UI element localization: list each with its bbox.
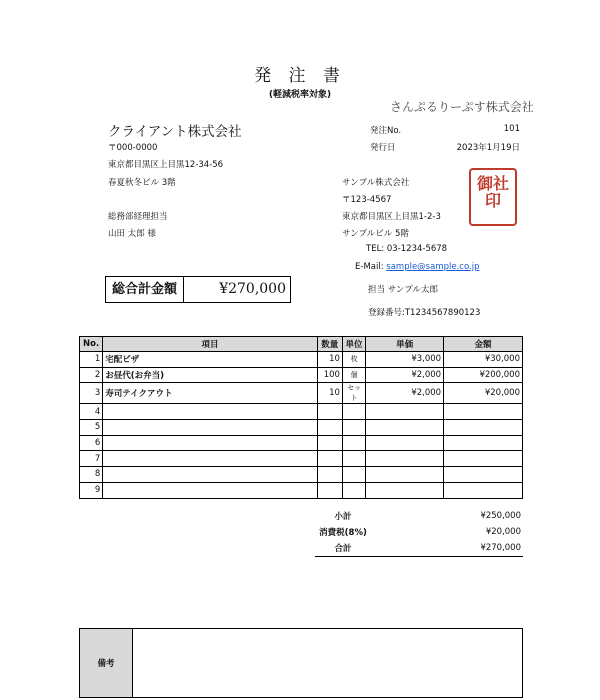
row-unit: 枚 [342, 352, 365, 368]
row-price [366, 451, 444, 467]
row-qty [317, 482, 342, 498]
table-row [80, 383, 523, 404]
row-item: お昼代(お弁当) [103, 367, 317, 383]
row-amount [444, 404, 523, 420]
date-label: 発行日 [370, 143, 396, 153]
subtotal-label: 小計 [334, 512, 352, 522]
table-row [80, 435, 523, 451]
order-no: 101 [503, 124, 520, 134]
row-item [103, 467, 317, 483]
table-row [80, 367, 523, 383]
tax-label: 消費税(8%) [319, 528, 367, 538]
email-link[interactable]: sample@sample.co.jp [386, 262, 480, 272]
row-item: 宅配ピザ [103, 352, 317, 368]
row-unit [342, 435, 365, 451]
row-item [103, 420, 317, 436]
supplier-contact: 担当 サンプル太郎 [368, 285, 438, 295]
tax-value: ¥20,000 [485, 527, 521, 537]
client-dept: 総務部経理担当 [108, 212, 168, 222]
grand-total-value: ¥270,000 [219, 281, 286, 297]
items-header-row [80, 337, 523, 352]
row-no: 6 [80, 435, 103, 451]
row-item [103, 435, 317, 451]
row-qty [317, 435, 342, 451]
supplier-address2: サンプルビル 5階 [342, 229, 409, 239]
total-value: ¥270,000 [371, 540, 523, 557]
row-price: ¥2,000 [366, 383, 444, 404]
supplier-postal: 〒123-4567 [342, 195, 392, 205]
registration-number: 登録番号:T1234567890123 [368, 308, 481, 318]
row-price [366, 435, 444, 451]
row-price [366, 482, 444, 498]
client-postal: 〒000-0000 [108, 143, 158, 153]
row-no: 7 [80, 451, 103, 467]
table-row [80, 467, 523, 483]
row-qty [317, 451, 342, 467]
document-title: 発 注 書 [254, 66, 346, 86]
remarks-label: 備考 [80, 629, 133, 697]
row-amount [444, 482, 523, 498]
grand-total-label: 総合計金額 [106, 277, 184, 302]
table-row [80, 352, 523, 368]
row-no: 9 [80, 482, 103, 498]
row-item [103, 451, 317, 467]
header-no: No. [80, 337, 103, 352]
issuer-company: さんぷるりーぷす株式会社 [390, 100, 534, 114]
row-price [366, 420, 444, 436]
table-row [80, 420, 523, 436]
row-qty: 100 [317, 367, 342, 383]
items-table [79, 336, 523, 499]
supplier-name: サンプル株式会社 [342, 178, 410, 188]
row-price: ¥3,000 [366, 352, 444, 368]
remarks-box [79, 628, 523, 698]
header-unit: 単位 [342, 337, 365, 352]
row-qty [317, 467, 342, 483]
row-unit: セット [342, 383, 365, 404]
table-row [80, 482, 523, 498]
row-amount: ¥20,000 [444, 383, 523, 404]
client-address2: 春夏秋冬ビル 3階 [108, 178, 176, 188]
header-price: 単価 [366, 337, 444, 352]
company-stamp: 御社印 [469, 168, 517, 226]
issue-date: 2023年1月19日 [456, 143, 520, 153]
row-unit [342, 404, 365, 420]
row-no: 5 [80, 420, 103, 436]
row-item [103, 404, 317, 420]
row-qty [317, 404, 342, 420]
row-unit: 個 [342, 367, 365, 383]
remarks-content[interactable] [133, 629, 522, 697]
row-qty: 10 [317, 383, 342, 404]
table-row [80, 404, 523, 420]
row-unit [342, 451, 365, 467]
row-no: 4 [80, 404, 103, 420]
row-qty: 10 [317, 352, 342, 368]
row-amount: ¥200,000 [444, 367, 523, 383]
client-person: 山田 太郎 様 [108, 229, 156, 239]
tax-row [315, 524, 523, 540]
row-amount [444, 467, 523, 483]
table-row [80, 451, 523, 467]
row-qty [317, 420, 342, 436]
header-amount: 金額 [444, 337, 523, 352]
row-unit [342, 420, 365, 436]
supplier-tel: TEL: 03-1234-5678 [366, 244, 448, 254]
row-price [366, 467, 444, 483]
total-row [315, 540, 523, 557]
client-address1: 東京都目黒区上目黒12-34-56 [108, 160, 224, 170]
row-unit [342, 482, 365, 498]
subtotal-value: ¥250,000 [480, 511, 521, 521]
subtotal-row [315, 508, 523, 524]
row-item [103, 482, 317, 498]
summary-table [315, 508, 523, 557]
client-name: クライアント株式会社 [108, 124, 242, 140]
order-no-label: 発注No. [370, 126, 402, 136]
supplier-address1: 東京都目黒区上目黒1-2-3 [342, 212, 441, 222]
grand-total-box [105, 276, 291, 303]
row-amount: ¥30,000 [444, 352, 523, 368]
email-label: E-Mail: [355, 262, 384, 272]
supplier-email-row [355, 262, 479, 272]
row-no: 1 [80, 352, 103, 368]
row-amount [444, 420, 523, 436]
row-no: 2 [80, 367, 103, 383]
row-unit [342, 467, 365, 483]
row-item: 寿司テイクアウト [103, 383, 317, 404]
row-no: 3 [80, 383, 103, 404]
document-subtitle: (軽減税率対象) [268, 90, 332, 100]
total-label: 合計 [315, 540, 371, 557]
row-amount [444, 451, 523, 467]
row-no: 8 [80, 467, 103, 483]
header-item: 項目 [103, 337, 317, 352]
row-amount [444, 435, 523, 451]
header-qty: 数量 [317, 337, 342, 352]
row-price [366, 404, 444, 420]
row-price: ¥2,000 [366, 367, 444, 383]
